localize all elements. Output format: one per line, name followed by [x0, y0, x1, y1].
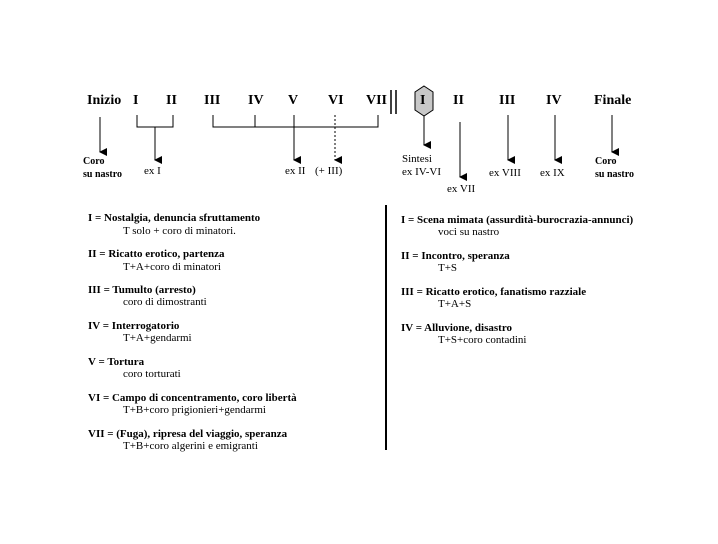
header-right-i: I	[420, 93, 426, 108]
left-item-4-detail: T+A+gendarmi	[123, 332, 192, 344]
left-item-4-title: IV = Interrogatorio	[88, 320, 180, 332]
header-left-i: I	[133, 93, 139, 108]
right-item-3-detail: T+A+S	[438, 298, 472, 310]
label-ex-ii: ex II	[285, 165, 306, 177]
label-ex-i: ex I	[144, 165, 161, 177]
label-plus-iii: (+ III)	[315, 165, 343, 177]
right-item-4-detail: T+S+coro contadini	[438, 334, 527, 346]
left-item-2-title: II = Ricatto erotico, partenza	[88, 248, 225, 260]
left-item-7-title: VII = (Fuga), ripresa del viaggio, speranza	[88, 428, 288, 440]
label-coro-start	[83, 156, 122, 181]
right-item-2-detail: T+S	[438, 262, 458, 274]
header-finale: Finale	[594, 93, 632, 108]
header-left-ii: II	[166, 93, 177, 108]
header-left-v: V	[288, 93, 299, 108]
left-item-2-detail: T+A+coro di minatori	[123, 261, 221, 273]
header-left-iv: IV	[248, 93, 264, 108]
right-item-4-title: IV = Alluvione, disastro	[401, 322, 512, 334]
label-ex-ix: ex IX	[540, 167, 565, 179]
label-coro-end-line2: su nastro	[595, 168, 634, 180]
bracket-i-ii	[137, 115, 173, 127]
header-inizio: Inizio	[87, 93, 122, 108]
bracket-iii-vii	[213, 115, 378, 127]
right-item-1-detail: voci su nastro	[438, 226, 500, 238]
right-item-1-title: I = Scena mimata (assurdità-burocrazia-annunci)	[401, 214, 634, 226]
left-item-6-detail: T+B+coro prigionieri+gendarmi	[123, 404, 266, 416]
label-sintesi-line2: ex IV-VI	[402, 165, 441, 178]
left-item-1-title: I = Nostalgia, denuncia sfruttamento	[88, 212, 261, 224]
header-left-vii: VII	[366, 93, 388, 108]
label-ex-vii: ex VII	[447, 183, 476, 195]
header-right-ii: II	[453, 93, 464, 108]
left-item-6-title: VI = Campo di concentramento, coro libertà	[88, 392, 297, 404]
label-sintesi-line1: Sintesi	[402, 153, 432, 165]
label-coro-start-line2: su nastro	[83, 168, 122, 180]
right-item-2-title: II = Incontro, speranza	[401, 250, 510, 262]
header-right-iv: IV	[546, 93, 562, 108]
left-item-5-detail: coro torturati	[123, 368, 181, 380]
label-coro-end	[595, 156, 634, 181]
left-item-7-detail: T+B+coro algerini e emigranti	[123, 440, 258, 452]
label-ex-viii: ex VIII	[489, 167, 521, 179]
header-right-iii: III	[499, 93, 516, 108]
left-item-1-detail: T solo + coro di minatori.	[123, 225, 236, 237]
left-item-3-title: III = Tumulto (arresto)	[88, 284, 196, 296]
label-coro-end-line1: Coro	[595, 156, 617, 167]
header-left-iii: III	[204, 93, 221, 108]
left-item-5-title: V = Tortura	[88, 356, 145, 368]
right-item-3-title: III = Ricatto erotico, fanatismo razziale	[401, 286, 587, 298]
left-item-3-detail: coro di dimostranti	[123, 296, 207, 308]
header-left-vi: VI	[328, 93, 344, 108]
label-coro-start-line1: Coro	[83, 156, 105, 167]
label-sintesi	[402, 153, 441, 178]
